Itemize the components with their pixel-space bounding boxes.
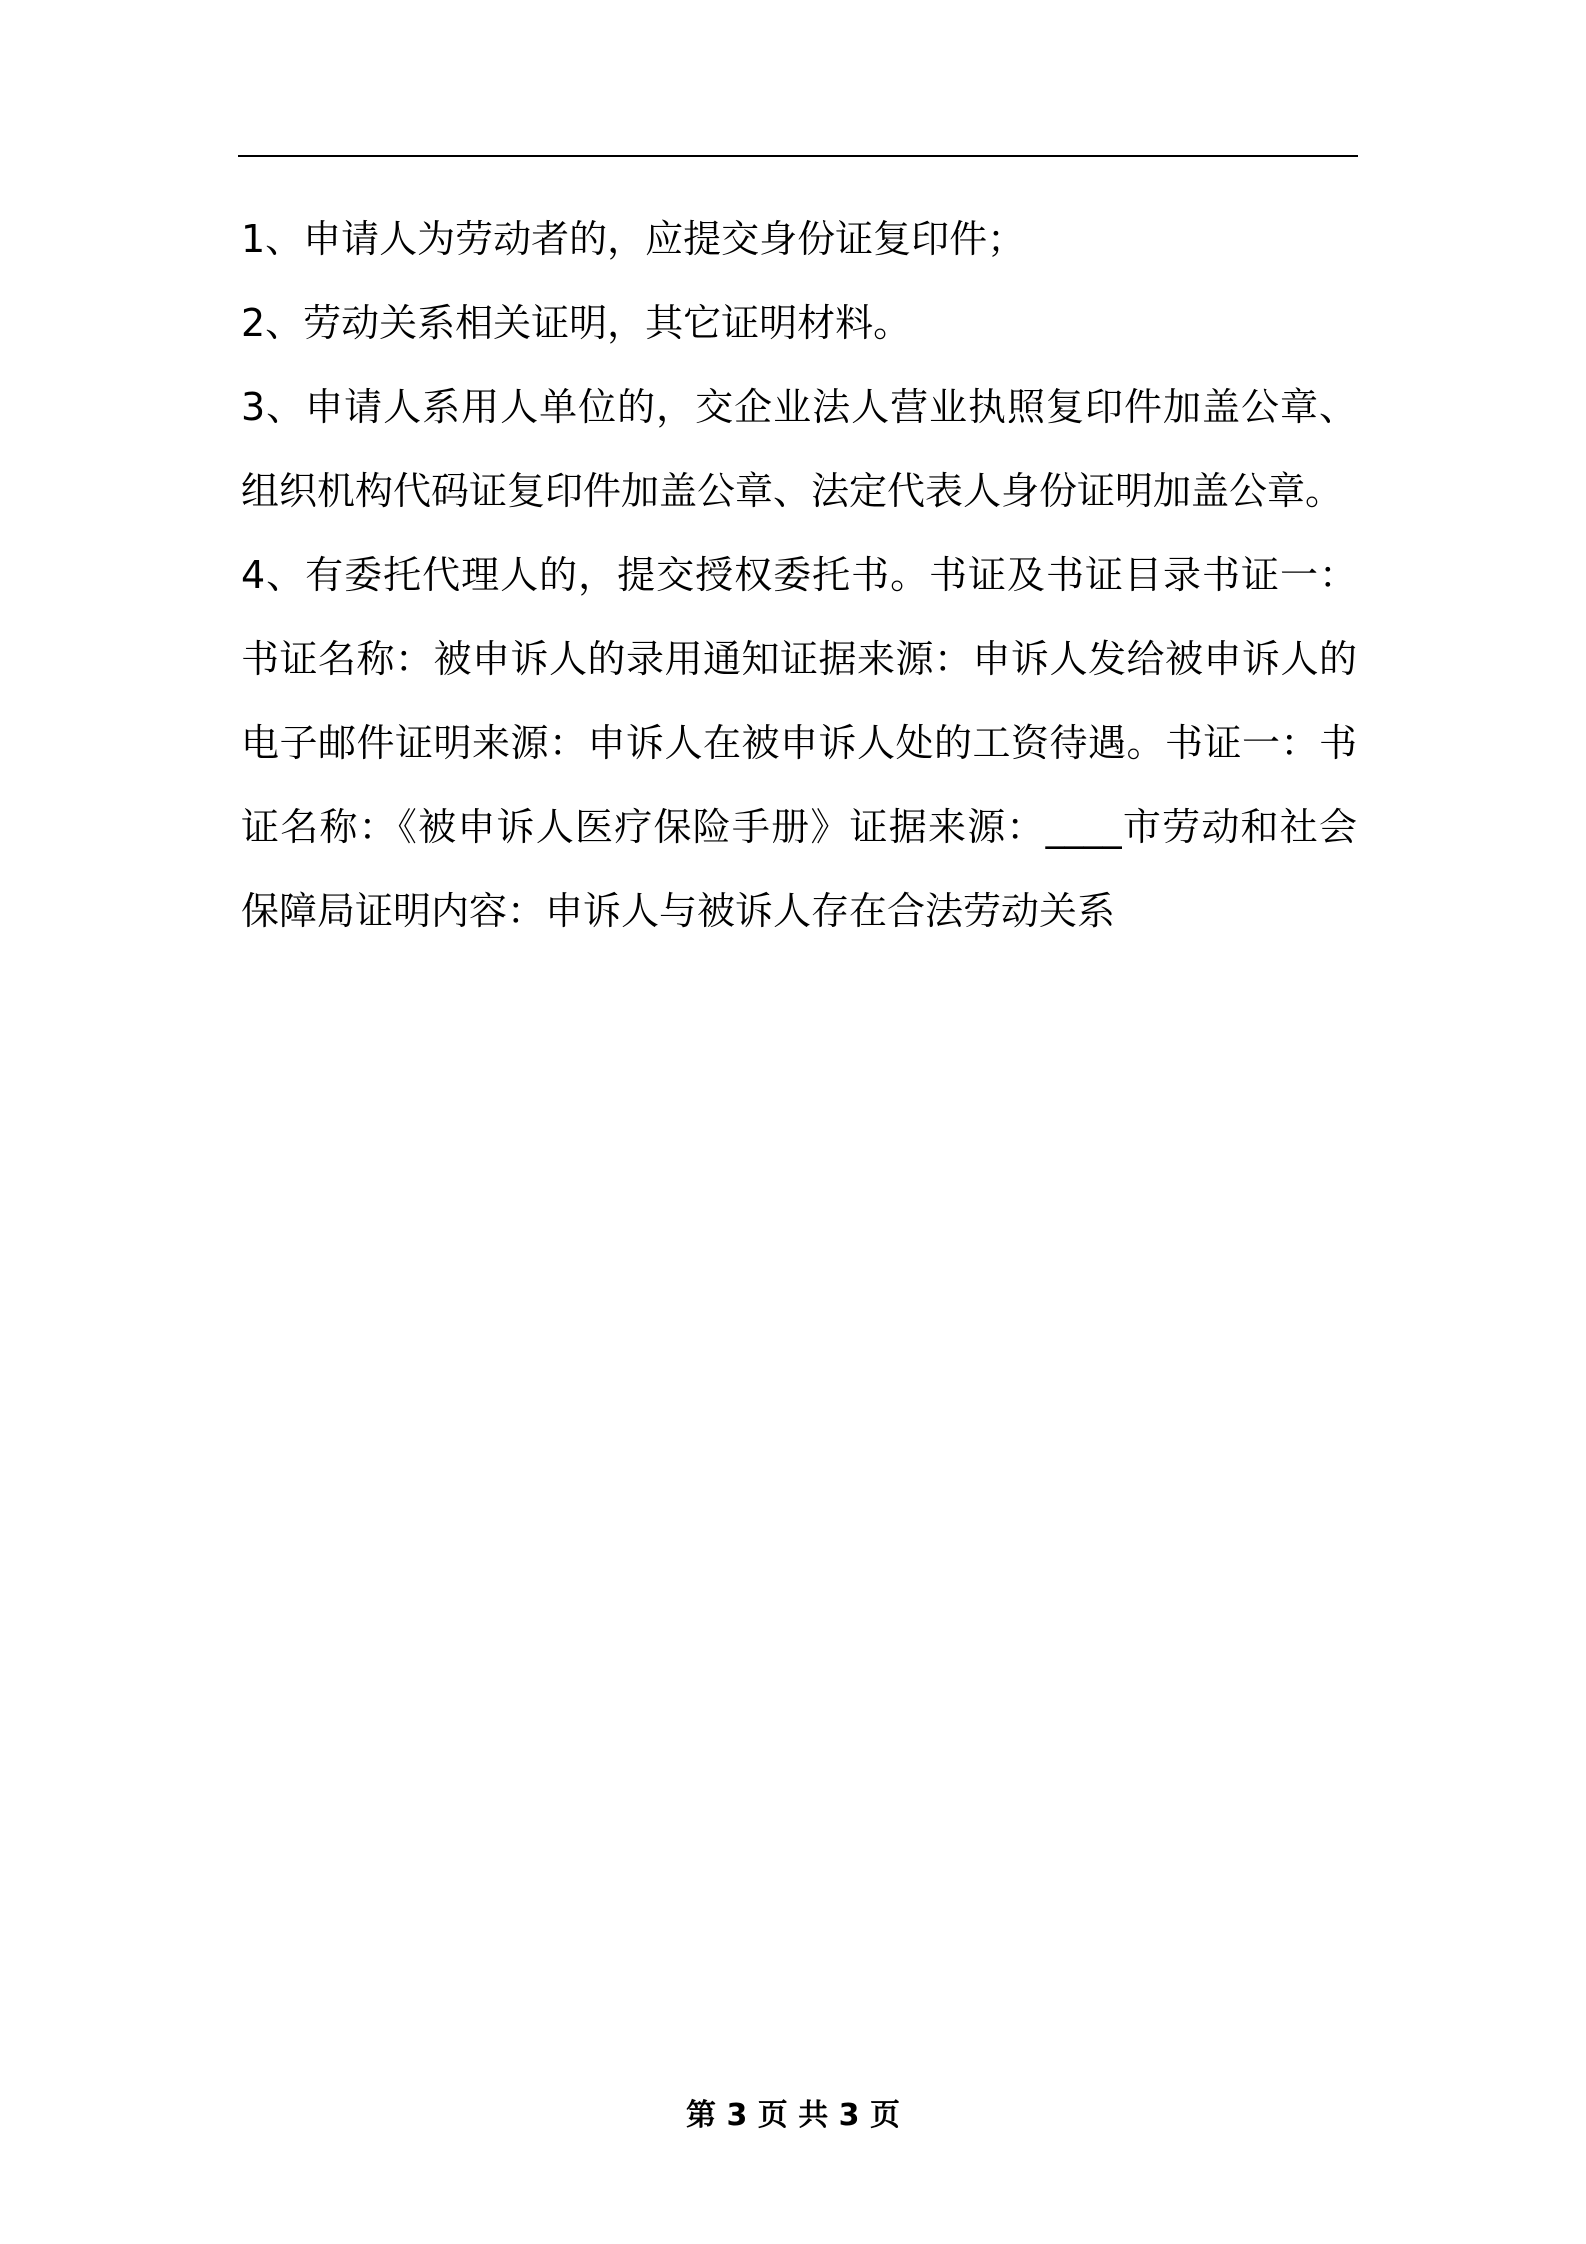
paragraph-4: 4、有委托代理人的，提交授权委托书。书证及书证目录书证一：书证名称：被申诉人的录用通知证据来源：申诉人发给被申诉人的电子邮件证明来源：申诉人在被申诉人处的工资待遇。书证一：书证名称：《被申诉人医疗保险手册》证据来源：____市劳动和社会保障局证明内容：申诉人与被诉人存在合法劳动关系 <box>241 553 1357 933</box>
document-body <box>241 197 1357 953</box>
header-rule <box>238 155 1358 157</box>
paragraph-2: 2、劳动关系相关证明，其它证明材料。 <box>241 301 912 345</box>
paragraph-3: 3、申请人系用人单位的，交企业法人营业执照复印件加盖公章、组织机构代码证复印件加盖公章、法定代表人身份证明加盖公章。 <box>241 385 1357 513</box>
paragraph-1: 1、申请人为劳动者的，应提交身份证复印件； <box>241 217 1026 261</box>
page-number-footer: 第 3 页 共 3 页 <box>686 2098 900 2133</box>
